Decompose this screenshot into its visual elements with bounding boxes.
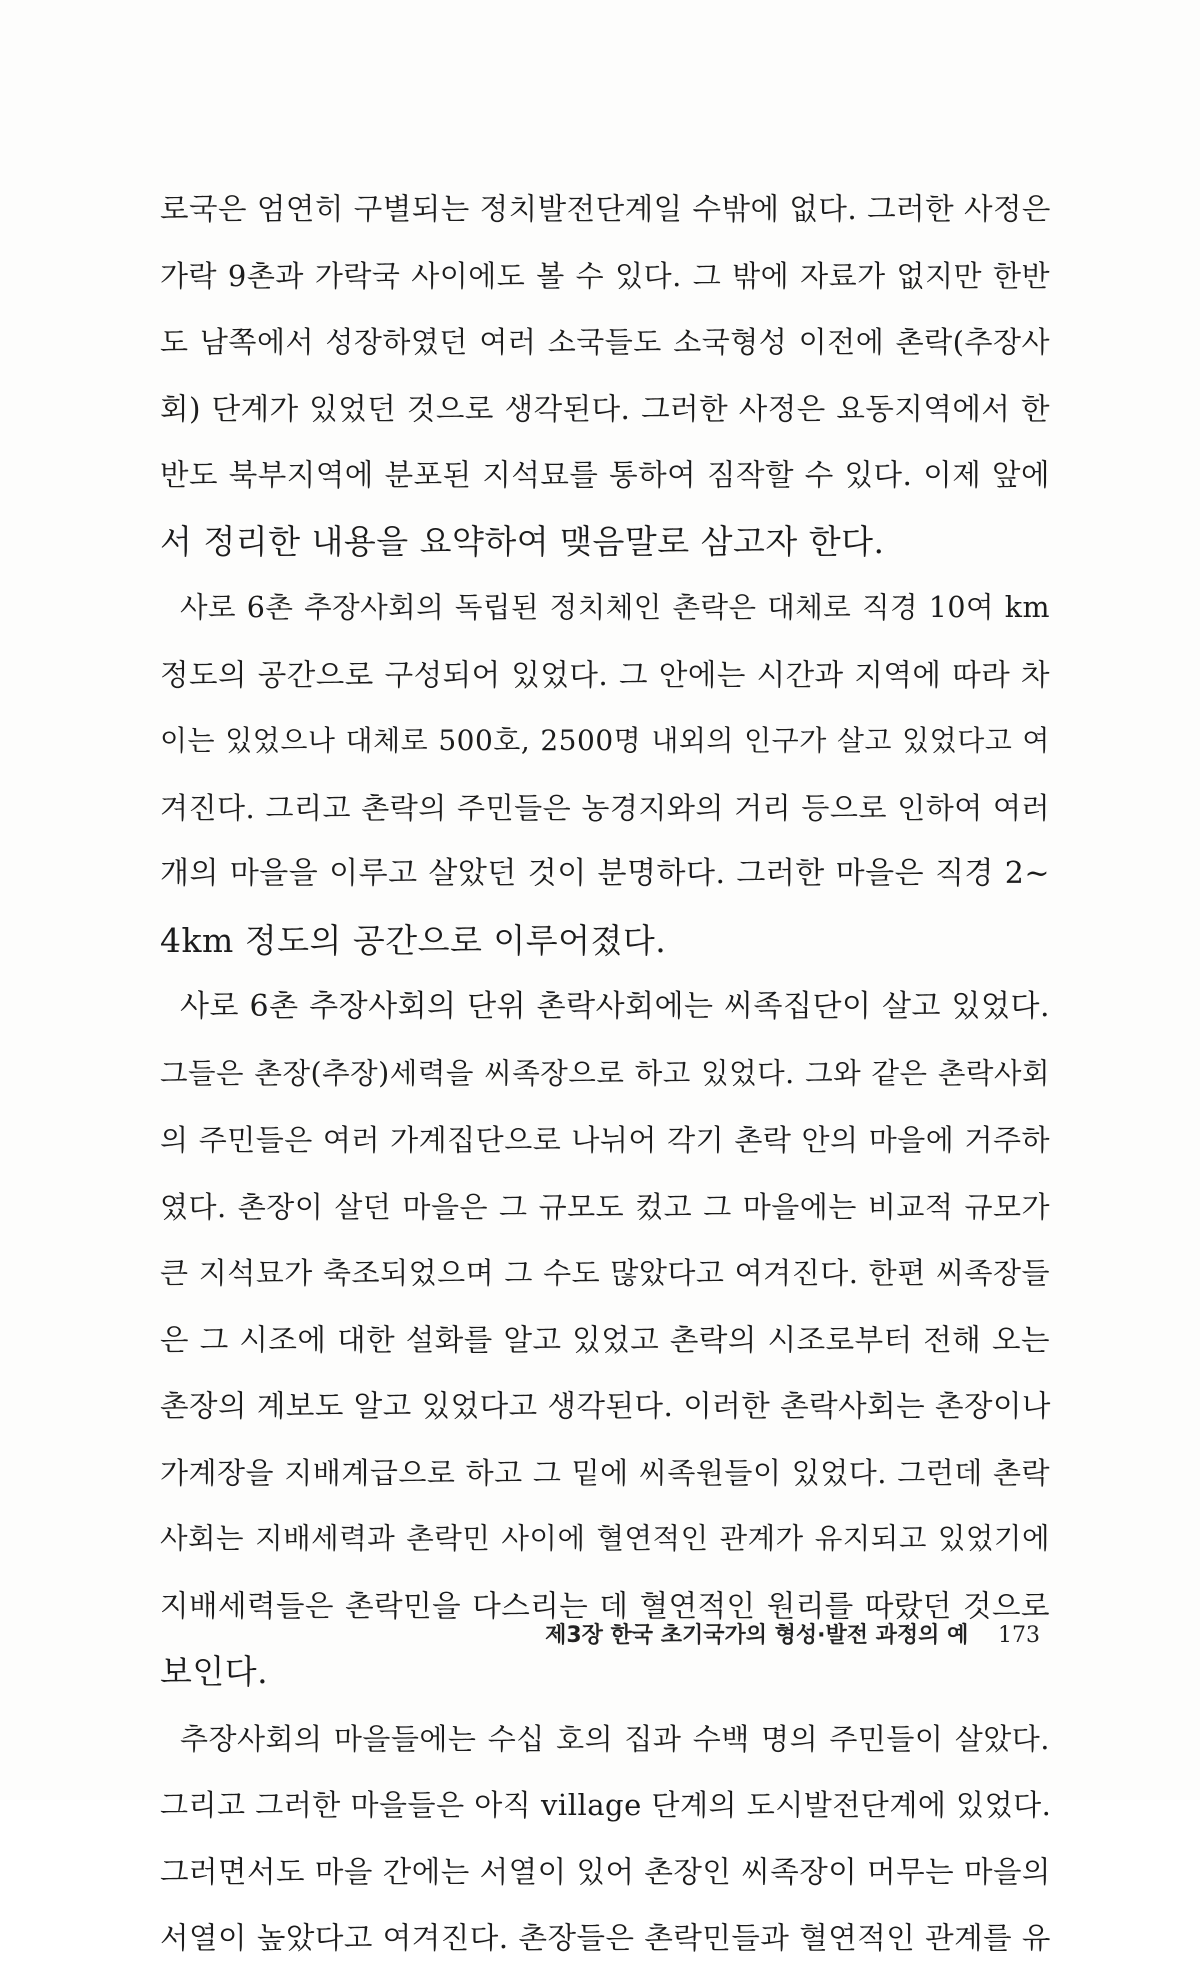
- text-line: 그들은 촌장(추장)세력을 씨족장으로 하고 있었다. 그와 같은 촌락사회: [160, 1056, 1050, 1090]
- text-line: 그리고 그러한 마을들은 아직 village 단계의 도시발전단계에 있었다.: [160, 1788, 1052, 1822]
- text-line: 지배세력들은 촌락민을 다스리는 데 혈연적인 원리를 따랐던 것으로: [160, 1588, 1050, 1623]
- text-line: 회) 단계가 있었던 것으로 생각된다. 그러한 사정은 요동지역에서 한: [160, 391, 1050, 426]
- text-line: 서 정리한 내용을 요약하여 맺음말로 삼고자 한다.: [160, 521, 885, 561]
- text-line: 그러면서도 마을 간에는 서열이 있어 촌장인 씨족장이 머무는 마을의: [160, 1854, 1051, 1889]
- text-line: 4km 정도의 공간으로 이루어졌다.: [160, 920, 667, 960]
- running-title: 제3장 한국 초기국가의 형성·발전 과정의 예: [545, 1623, 969, 1648]
- text-line: 이는 있었으나 대체로 500호, 2500명 내외의 인구가 살고 있었다고 여: [160, 724, 1050, 757]
- text-line: 추장사회의 마을들에는 수십 호의 집과 수백 명의 주민들이 살았다.: [180, 1721, 1050, 1756]
- text-line: 보인다.: [160, 1652, 269, 1691]
- text-line: 도 남쪽에서 성장하였던 여러 소국들도 소국형성 이전에 촌락(추장사: [160, 325, 1050, 359]
- text-line: 사회는 지배세력과 촌락민 사이에 혈연적인 관계가 유지되고 있었기에: [160, 1522, 1050, 1555]
- text-line: 사로 6촌 추장사회의 독립된 정치체인 촌락은 대체로 직경 10여 km: [180, 591, 1050, 624]
- text-line: 였다. 촌장이 살던 마을은 그 규모도 컸고 그 마을에는 비교적 규모가: [160, 1189, 1050, 1224]
- page-footer: [545, 1618, 1040, 1649]
- text-line: 정도의 공간으로 구성되어 있었다. 그 안에는 시간과 지역에 따라 차: [160, 657, 1050, 692]
- text-line: 가락 9촌과 가락국 사이에도 볼 수 있다. 그 밖에 자료가 없지만 한반: [160, 258, 1050, 293]
- text-line: 은 그 시조에 대한 설화를 알고 있었고 촌락의 시조로부터 전해 오는: [160, 1322, 1050, 1357]
- text-line: 가계장을 지배계급으로 하고 그 밑에 씨족원들이 있었다. 그런데 촌락: [160, 1455, 1050, 1490]
- text-line: 촌장의 계보도 알고 있었다고 생각된다. 이러한 촌락사회는 촌장이나: [160, 1389, 1051, 1423]
- text-line: 반도 북부지역에 분포된 지석묘를 통하여 짐작할 수 있다. 이제 앞에: [160, 458, 1050, 492]
- text-line: 사로 6촌 추장사회의 단위 촌락사회에는 씨족집단이 살고 있었다.: [180, 989, 1050, 1024]
- body-text: [160, 176, 1050, 1972]
- text-line: 의 주민들은 여러 가계집단으로 나뉘어 각기 촌락 안의 마을에 거주하: [160, 1123, 1050, 1157]
- text-line: 로국은 엄연히 구별되는 정치발전단계일 수밖에 없다. 그러한 사정은: [160, 192, 1051, 226]
- text-line: 큰 지석묘가 축조되었으며 그 수도 많았다고 여겨진다. 한편 씨족장들: [160, 1256, 1050, 1290]
- text-line: 서열이 높았다고 여겨진다. 촌장들은 촌락민들과 혈연적인 관계를 유: [160, 1921, 1051, 1955]
- text-line: 겨진다. 그리고 촌락의 주민들은 농경지와의 거리 등으로 인하여 여러: [160, 790, 1050, 825]
- page-number: 173: [998, 1623, 1040, 1648]
- text-line: 개의 마을을 이루고 살았던 것이 분명하다. 그러한 마을은 직경 2~: [160, 856, 1050, 891]
